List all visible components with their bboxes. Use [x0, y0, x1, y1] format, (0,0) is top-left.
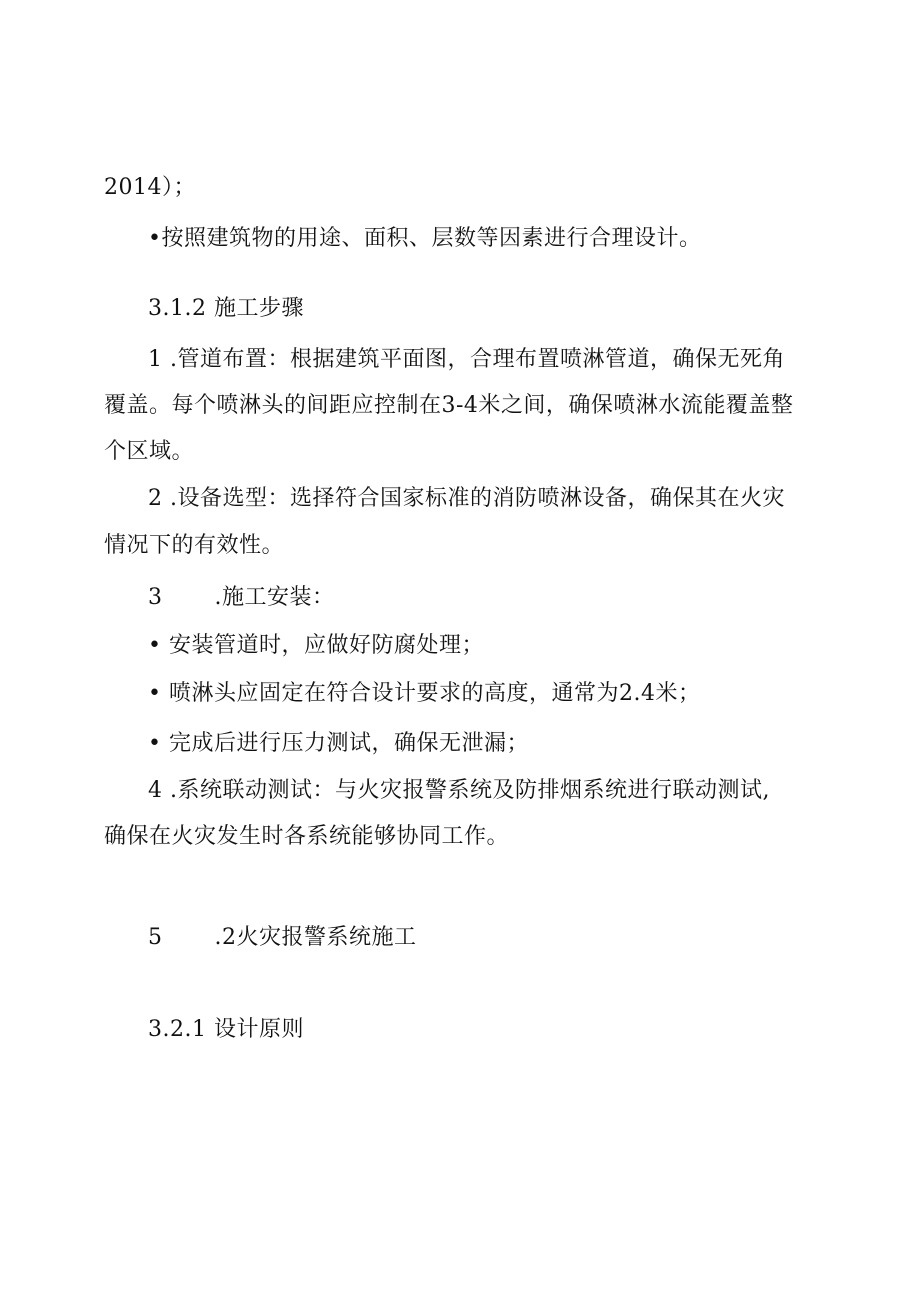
- design-bullet: •按照建筑物的用途、面积、层数等因素进行合理设计。: [148, 226, 702, 251]
- step-2-line-1: 2 .设备选型：选择符合国家标准的消防喷淋设备，确保其在火灾: [148, 486, 785, 511]
- step-1-line-1: 1 .管道布置：根据建筑平面图，合理布置喷淋管道，确保无死角: [148, 347, 785, 372]
- section-heading-3-2-1: 3.2.1 设计原则: [148, 1017, 304, 1042]
- step-4-line-2: 确保在火灾发生时各系统能够协同工作。: [104, 824, 510, 849]
- install-bullet-1: • 安装管道时，应做好防腐处理；: [148, 633, 484, 658]
- section-heading-3-1-2: 3.1.2 施工步骤: [148, 296, 304, 321]
- section-heading-3-2: [148, 923, 417, 953]
- continuation-line: 2014）；: [104, 175, 196, 200]
- step-1-line-2: 覆盖。每个喷淋头的间距应控制在3-4米之间，确保喷淋水流能覆盖整: [104, 393, 794, 418]
- install-bullet-2: • 喷淋头应固定在符合设计要求的高度，通常为2.4米；: [148, 681, 701, 706]
- step-1-line-3: 个区域。: [104, 439, 195, 464]
- install-bullet-3: • 完成后进行压力测试，确保无泄漏；: [148, 731, 529, 756]
- section-3-2-title: .2火灾报警系统施工: [214, 925, 417, 950]
- step-3-number: 3: [148, 585, 163, 610]
- step-3-title: .施工安装：: [214, 585, 335, 610]
- section-3-2-number: 5: [148, 925, 163, 950]
- step-3-heading: [148, 583, 335, 613]
- step-2-line-2: 情况下的有效性。: [104, 533, 285, 558]
- step-4-line-1: 4 .系统联动测试：与火灾报警系统及防排烟系统进行联动测试,: [148, 778, 770, 803]
